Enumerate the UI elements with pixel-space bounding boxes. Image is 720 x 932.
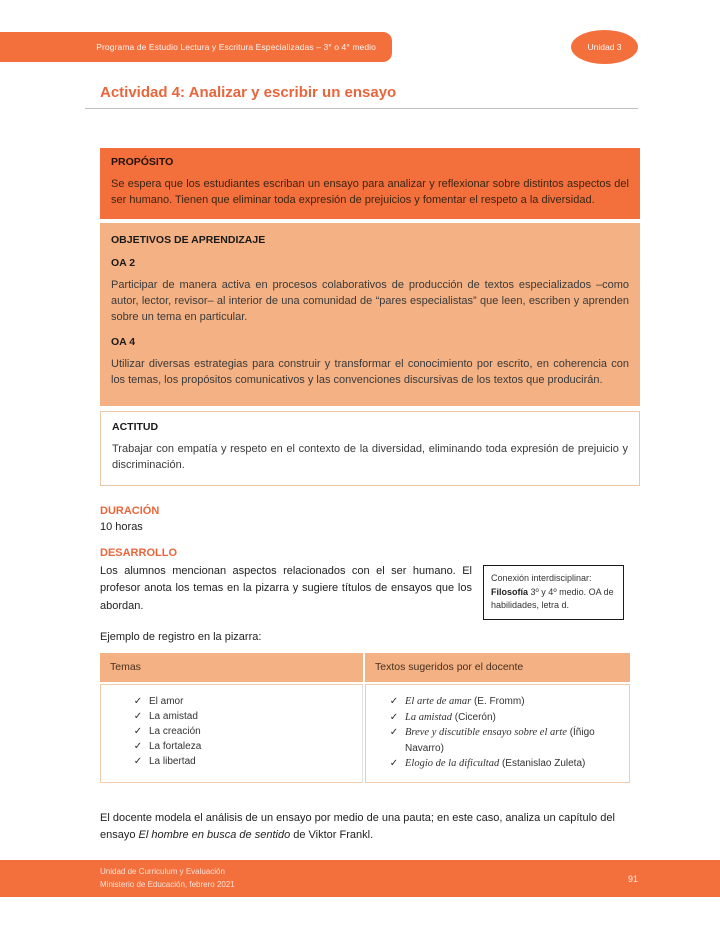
book-title: El hombre en busca de sentido bbox=[138, 828, 291, 841]
table-header-textos: Textos sugeridos por el docente bbox=[365, 653, 630, 682]
texto-label: Breve y discutible ensayo sobre el arte (Íñigo Navarro) bbox=[405, 727, 595, 755]
check-icon: ✓ bbox=[133, 755, 143, 767]
conexion-rest: 3º y 4º medio. OA de habilidades, letra d. bbox=[491, 586, 614, 611]
duracion-value: 10 horas bbox=[100, 521, 143, 534]
page-number: 91 bbox=[627, 873, 638, 884]
program-header-bar bbox=[0, 32, 392, 62]
list-item bbox=[374, 725, 621, 756]
pizarra-table-body bbox=[100, 684, 630, 783]
check-icon: ✓ bbox=[133, 740, 143, 752]
page-footer bbox=[0, 860, 720, 897]
page-content bbox=[100, 148, 640, 855]
conexion-subject: Filosofía bbox=[491, 586, 529, 597]
example-label: Ejemplo de registro en la pizarra: bbox=[100, 630, 262, 643]
proposito-label: PROPÓSITO bbox=[111, 156, 174, 168]
check-icon: ✓ bbox=[389, 695, 399, 707]
actitud-label: ACTITUD bbox=[112, 420, 159, 433]
actitud-box bbox=[100, 411, 640, 487]
check-icon: ✓ bbox=[389, 727, 399, 739]
check-icon: ✓ bbox=[389, 711, 399, 723]
desarrollo-intro: Los alumnos mencionan aspectos relacionados con el ser humano. El profesor anota los temas en la pizarra y sugiere títulos de ensayos que los abordan. bbox=[100, 565, 472, 612]
footer-line1: Unidad de Curriculum y Evaluación bbox=[100, 867, 225, 877]
temas-cell bbox=[100, 684, 363, 783]
oa2-text: Participar de manera activa en procesos colaborativos de producción de textos especializados –como autor, lector, revisor– al interior de una comunidad de “pares especialistas” que leen, escriben y aprenden sobre un tema en particular. bbox=[111, 278, 629, 323]
desarrollo-label: DESARROLLO bbox=[100, 547, 177, 560]
oa2-code: OA 2 bbox=[111, 256, 136, 269]
objetivos-label: OBJETIVOS DE APRENDIZAJE bbox=[111, 233, 266, 246]
texto-label: El arte de amar (E. Fromm) bbox=[405, 695, 525, 707]
oa4-text: Utilizar diversas estrategias para construir y transformar el conocimiento por escrito, en coherencia con los temas, los propósitos comunicativos y las convenciones discursivas de los textos que producirán. bbox=[111, 357, 629, 386]
tema-label: La fortaleza bbox=[149, 740, 202, 752]
closing-paragraph: El docente modela el análisis de un ensayo por medio de una pauta; en este caso, analiza un capítulo del ensayo El hombre en busca de sentido de Viktor Frankl. bbox=[100, 811, 615, 841]
pizarra-table bbox=[100, 653, 630, 783]
unit-badge-label: Unidad 3 bbox=[587, 42, 622, 52]
texto-label: Elogio de la dificultad (Estanislao Zuleta) bbox=[405, 758, 586, 770]
list-item bbox=[109, 724, 354, 739]
textos-cell bbox=[365, 684, 630, 783]
duracion-label: DURACIÓN bbox=[100, 505, 160, 518]
list-item bbox=[374, 694, 621, 710]
program-title: Programa de Estudio Lectura y Escritura Especializadas – 3° o 4° medio bbox=[96, 42, 376, 52]
tema-label: La creación bbox=[149, 725, 201, 737]
list-item bbox=[109, 739, 354, 754]
proposito-text: Se espera que los estudiantes escriban un ensayo para analizar y reflexionar sobre distintos aspectos del ser humano. Tienen que eliminar toda expresión de prejuicios y fomentar el respeto a la diversidad. bbox=[111, 178, 629, 206]
list-item bbox=[374, 756, 621, 772]
oa4-code: OA 4 bbox=[111, 335, 136, 348]
footer-line2: Ministerio de Educación, febrero 2021 bbox=[100, 879, 235, 889]
check-icon: ✓ bbox=[133, 725, 143, 737]
pizarra-table-header bbox=[100, 653, 630, 682]
list-item bbox=[374, 710, 621, 726]
desarrollo-row bbox=[100, 563, 640, 620]
check-icon: ✓ bbox=[389, 758, 399, 770]
texto-label: La amistad (Cicerón) bbox=[405, 711, 496, 723]
title-divider bbox=[85, 108, 638, 109]
page-title: Actividad 4: Analizar y escribir un ensayo bbox=[100, 84, 397, 101]
tema-label: La libertad bbox=[149, 755, 196, 767]
list-item bbox=[109, 754, 354, 769]
objetivos-box bbox=[100, 223, 640, 406]
conexion-interdisciplinar-box bbox=[483, 565, 624, 620]
tema-label: La amistad bbox=[149, 710, 198, 722]
conexion-line1: Conexión interdisciplinar: bbox=[491, 573, 592, 584]
proposito-box bbox=[100, 148, 640, 219]
tema-label: El amor bbox=[149, 695, 184, 707]
check-icon: ✓ bbox=[133, 710, 143, 722]
list-item bbox=[109, 694, 354, 709]
footer-credits bbox=[100, 866, 235, 891]
table-header-temas: Temas bbox=[100, 653, 363, 682]
unit-badge bbox=[571, 30, 638, 64]
list-item bbox=[109, 709, 354, 724]
actitud-text: Trabajar con empatía y respeto en el contexto de la diversidad, eliminando toda expresión de prejuicio y discriminación. bbox=[112, 442, 628, 471]
check-icon: ✓ bbox=[133, 695, 143, 707]
